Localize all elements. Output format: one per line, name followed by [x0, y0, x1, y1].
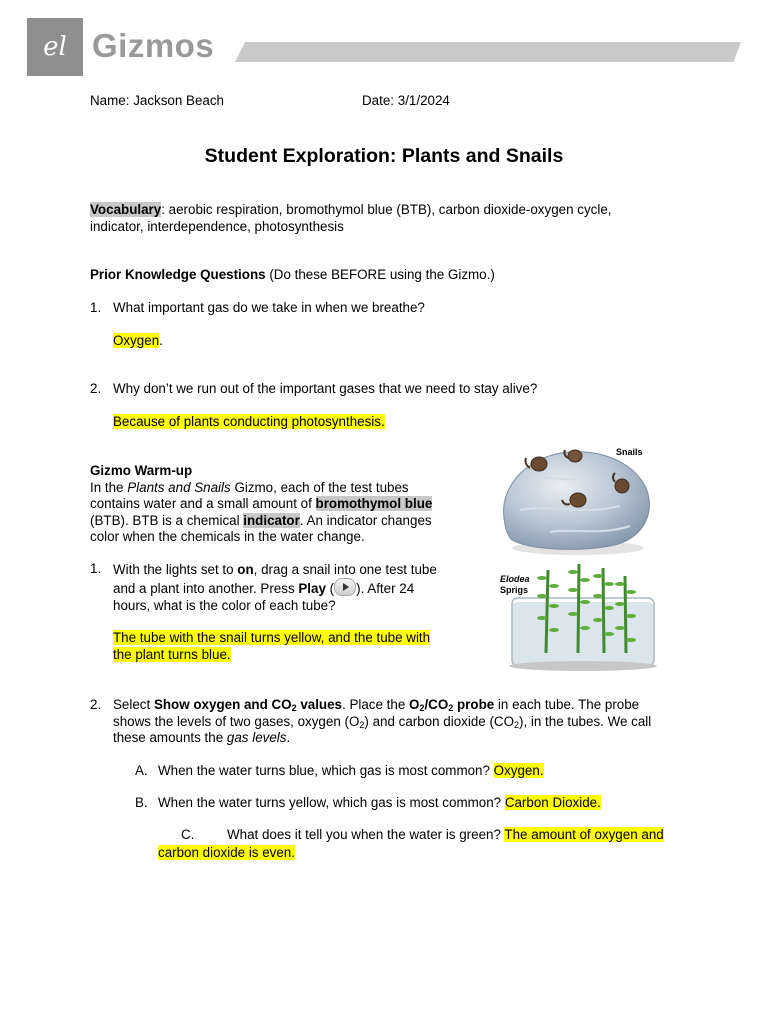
warmup-q1-num: 1.: [90, 561, 102, 576]
snails-on-rock-image: [490, 440, 660, 560]
play-icon: [334, 578, 356, 596]
prior-q1-answer-tail: .: [159, 333, 163, 348]
warmup-q1-answer: [113, 630, 458, 663]
gizmos-logo-mark: el: [27, 18, 83, 76]
warmup-q2b-answer: Carbon Dioxide.: [504, 795, 601, 810]
prior-q2-text: Why don’t we run out of the important gases that we need to stay alive?: [113, 381, 538, 396]
warmup-line1: In the Plants and Snails Gizmo, each of the test tubes: [90, 479, 409, 495]
warmup-line3: (BTB). BTB is a chemical indicator. An indicator changes: [90, 512, 432, 528]
elodea-beaker-image: [500, 558, 672, 673]
prior-q1-num: 1.: [90, 300, 102, 315]
prior-q1-answer-text: Oxygen: [113, 333, 160, 348]
prior-knowledge-heading: [90, 267, 495, 284]
snails-label: Snails: [616, 447, 643, 457]
prior-q2-answer: [113, 414, 385, 431]
elodea-label: Elodea Sprigs: [500, 574, 530, 595]
warmup-q2-num: 2.: [90, 697, 102, 712]
name-label: Name:: [90, 93, 130, 108]
prior-q2-num: 2.: [90, 381, 102, 396]
date-label: Date:: [362, 93, 395, 108]
warmup-q2-text: Select Show oxygen and $CO_2$ values. Place the $O_2/CO_2$ probe in each tube. The probe shows the levels of two gases, oxygen $(O_2)$ and carbon dioxide $(CO_2)$, in the tubes. We call these amounts the gas levels.: [113, 697, 652, 745]
warmup-q2c-answer-line2: [158, 845, 295, 862]
warmup-q1-answer-l1: The tube with the snail turns yellow, and the tube with: [113, 630, 431, 645]
prior-heading-text: Prior Knowledge Questions: [90, 267, 266, 282]
warmup-q2b-letter: B.: [135, 795, 148, 810]
prior-q1-answer: [113, 333, 163, 350]
warmup-q2b: When the water turns yellow, which gas is most common? Carbon Dioxide.: [158, 795, 601, 810]
warmup-line2: contains water and a small amount of bromothymol blue: [90, 496, 433, 511]
prior-q1-text: What important gas do we take in when we breathe?: [113, 300, 425, 315]
warmup-q2a: When the water turns blue, which gas is most common? Oxygen.: [158, 763, 544, 778]
prior-q2-answer-text: Because of plants conducting photosynthesis.: [113, 414, 385, 429]
beaker-shadow: [509, 661, 657, 671]
name-value: Jackson Beach: [133, 93, 224, 108]
warmup-q2c-letter: C.: [181, 827, 195, 842]
vocabulary-label: Vocabulary: [90, 202, 162, 217]
page-title: Student Exploration: Plants and Snails: [204, 145, 564, 167]
header-bar: [235, 42, 741, 62]
date-value: 3/1/2024: [397, 93, 450, 108]
vocabulary-line1: : aerobic respiration, bromothymol blue (BTB), carbon dioxide-oxygen cycle,: [161, 202, 612, 217]
warmup-heading: Gizmo Warm-up: [90, 463, 193, 478]
warmup-block: [90, 463, 450, 546]
warmup-q1-answer-l2: the plant turns blue.: [113, 646, 231, 662]
warmup-q1-text: With the lights set to on, drag a snail into one test tube and a plant into another. Press Play ( ). After 24 hours, what is the color of each tube?: [113, 562, 437, 613]
beaker-water: [512, 602, 654, 666]
warmup-q2a-answer: Oxygen.: [493, 763, 544, 778]
warmup-q2a-letter: A.: [135, 763, 148, 778]
date-line: [362, 93, 450, 110]
warmup-q2c-answer-l1: The amount of oxygen and: [504, 827, 664, 842]
warmup-q2c-answer-l2: carbon dioxide is even.: [158, 845, 295, 860]
warmup-line4: color when the chemicals in the water change.: [90, 529, 365, 544]
gizmos-brand: Gizmos: [92, 27, 215, 64]
vocabulary-line2: indicator, interdependence, photosynthesis: [90, 218, 344, 234]
vocabulary: [90, 202, 690, 235]
name-line: [90, 93, 224, 110]
warmup-q2c: What does it tell you when the water is green? The amount of oxygen and: [227, 827, 664, 842]
prior-note: (Do these BEFORE using the Gizmo.): [265, 267, 495, 282]
